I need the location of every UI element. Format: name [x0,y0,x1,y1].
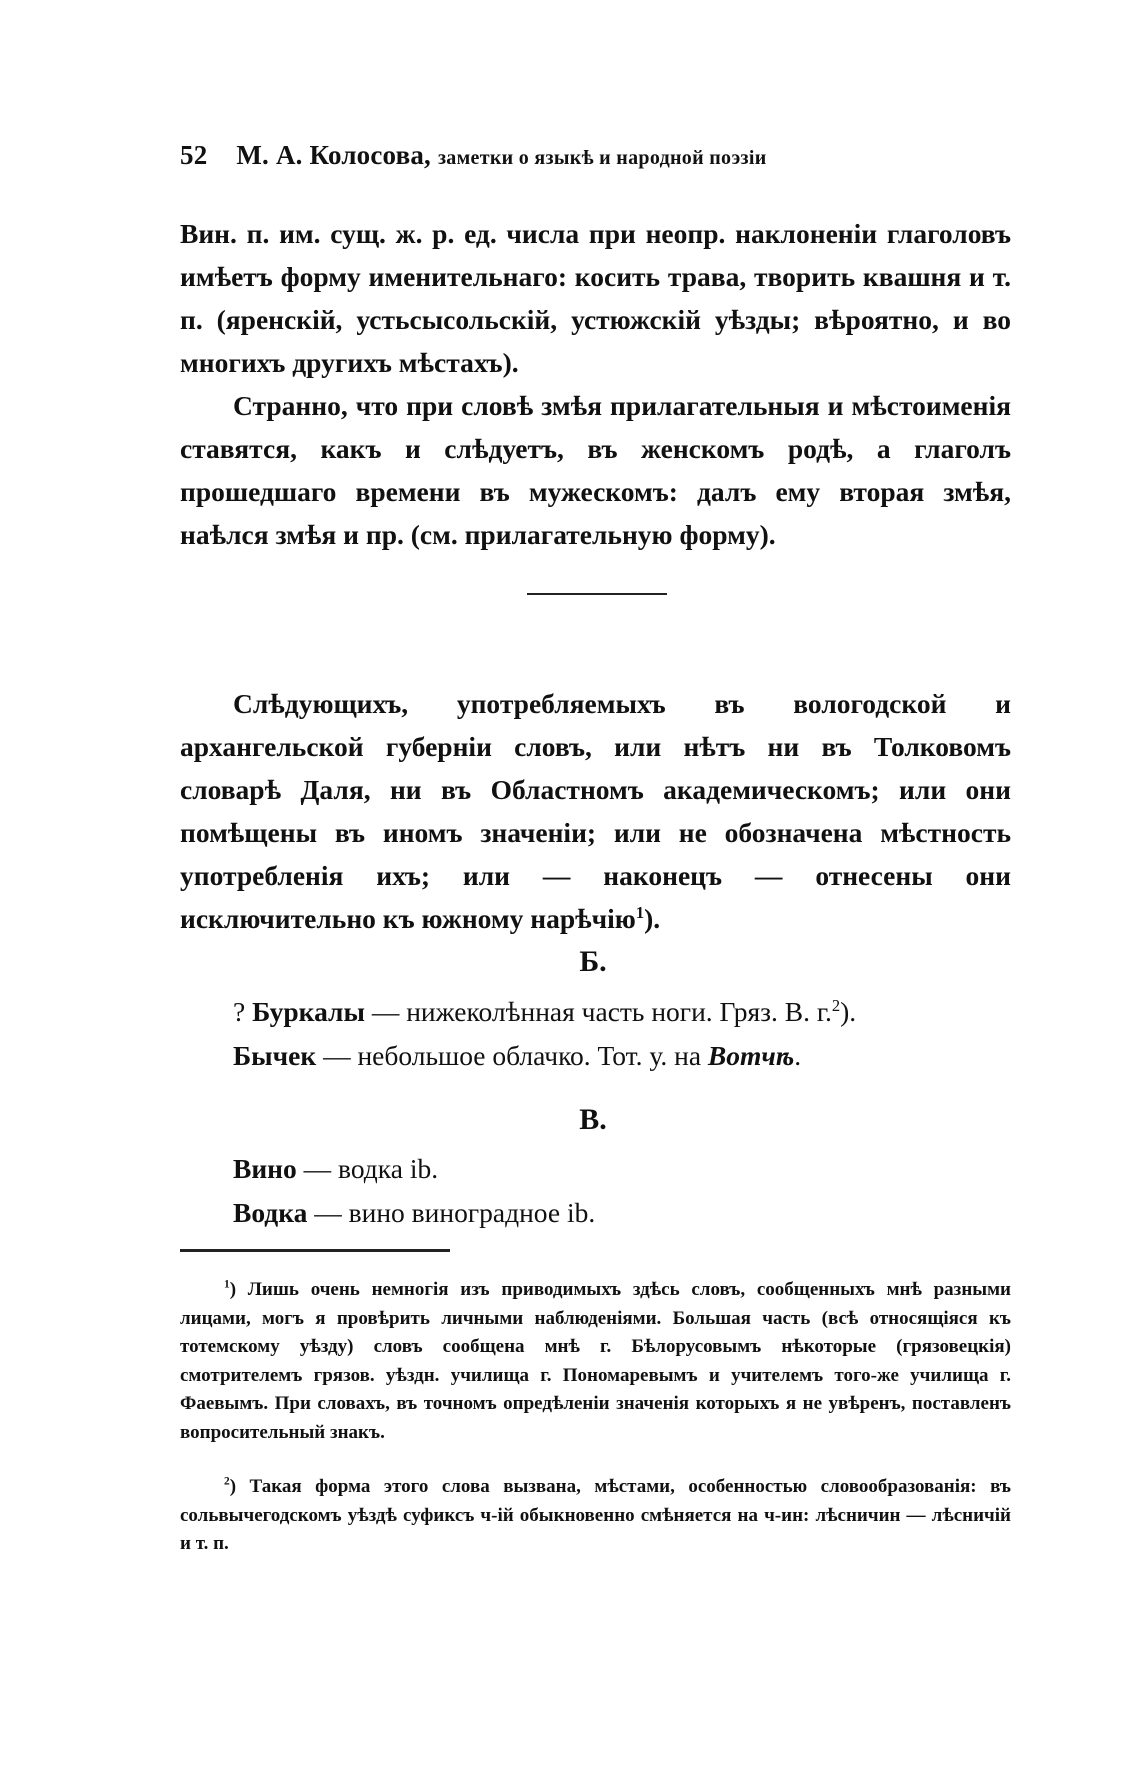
entry-dash: — [364,996,407,1027]
letter-heading: В. [579,1103,607,1136]
dictionary-entry [233,1034,801,1077]
preface-paragraph [180,682,1011,940]
dictionary-entry [233,1191,595,1234]
footnote [180,1276,1011,1448]
footnote-text: ) Лишь очень немногія изъ приводимыхъ здѣсь словъ, сообщенныхъ мнѣ разными лицами, могъ я провѣрить личными наблюденіями. Большая часть (всѣ относящіяся къ тотемскому уѣзду) словъ сообщена мнѣ г. Бѣлорусовымъ нѣкоторые (грязовецкія) смотрителемъ грязов. уѣздн. училища г. Пономаревымъ и учителемъ того-же училища г. Фаевымъ. При словахъ, въ точномъ опредѣленіи значенія которыхъ я не увѣренъ, поставленъ вопросительный знакъ. [180,1279,1011,1443]
entry-definition: небольшое облачко. Тот. у. на [357,1040,708,1071]
preface-text: Слѣдующихъ, употребляемыхъ въ вологодской и архангельской губерніи словъ, или нѣтъ ни въ Толковомъ словарѣ Даля, ни въ Областномъ академическомъ; или они помѣщены въ иномъ значеніи; или не обозначена мѣстность употребленія ихъ; или — наконецъ — отнесены они исключительно къ южному нарѣчію [180,688,1011,934]
section-divider [527,593,667,595]
intro-paragraph: Странно, что при словѣ змѣя прилагательныя и мѣстоименія ставятся, какъ и слѣдуетъ, въ женскомъ родѣ, а глаголъ прошедшаго времени въ мужескомъ: далъ ему вторая змѣя, наѣлся змѣя и пр. (см. прилагательную форму). [180,390,1011,550]
entry-tail: ). [840,996,857,1027]
dictionary-entry [233,990,856,1033]
intro-paragraph: Вин. п. им. сущ. ж. р. ед. числа при неопр. наклоненіи глаголовъ имѣетъ форму именительнаго: косить трава, творить квашня и т. п. (яренскій, устьсысольскій, устюжскій уѣзды; вѣроятно, и во многихъ другихъ мѣстахъ). [180,218,1011,378]
running-head [180,140,960,171]
entry-place-italic: Вотчѣ [707,1040,795,1071]
entry-headword: Вино [233,1153,297,1184]
footnote-mark: 1 [224,1278,230,1291]
footnote-ref: 1 [635,902,645,922]
author-name: М. А. Колосова, [236,140,432,170]
footnote-text: ) Такая форма этого слова вызвана, мѣстами, особенностью словообразованія: въ сольвычегодскомъ уѣздѣ суфиксъ ч-ій обыкновенно смѣняется на ч-ин: лѣсничин — лѣсничій и т. п. [180,1476,1011,1555]
query-mark: ? [233,996,253,1027]
footnote-mark: 2 [224,1475,230,1488]
footnote-ref: 2 [831,995,841,1015]
preface-block [180,682,1011,940]
entry-definition: нижеколѣнная часть ноги. Гряз. В. г. [406,996,832,1027]
preface-tail: ). [644,903,661,934]
entry-dash: — [296,1153,339,1184]
letter-heading: Б. [579,945,607,978]
page-number: 52 [180,140,208,170]
entry-definition: водка ib. [338,1153,439,1184]
intro-block [180,212,1011,556]
footnote [180,1473,1011,1559]
entry-definition: вино виноградное ib. [348,1197,596,1228]
entry-dash: — [307,1197,349,1228]
entry-headword: Буркалы [252,996,365,1027]
footnote-rule [180,1249,450,1252]
dictionary-entry [233,1147,438,1190]
book-title: заметки о языкѣ и народной поэзіи [437,147,767,169]
entry-headword: Бычек [233,1040,317,1071]
entry-tail: . [794,1040,802,1071]
entry-dash: — [316,1040,358,1071]
entry-headword: Водка [233,1197,308,1228]
